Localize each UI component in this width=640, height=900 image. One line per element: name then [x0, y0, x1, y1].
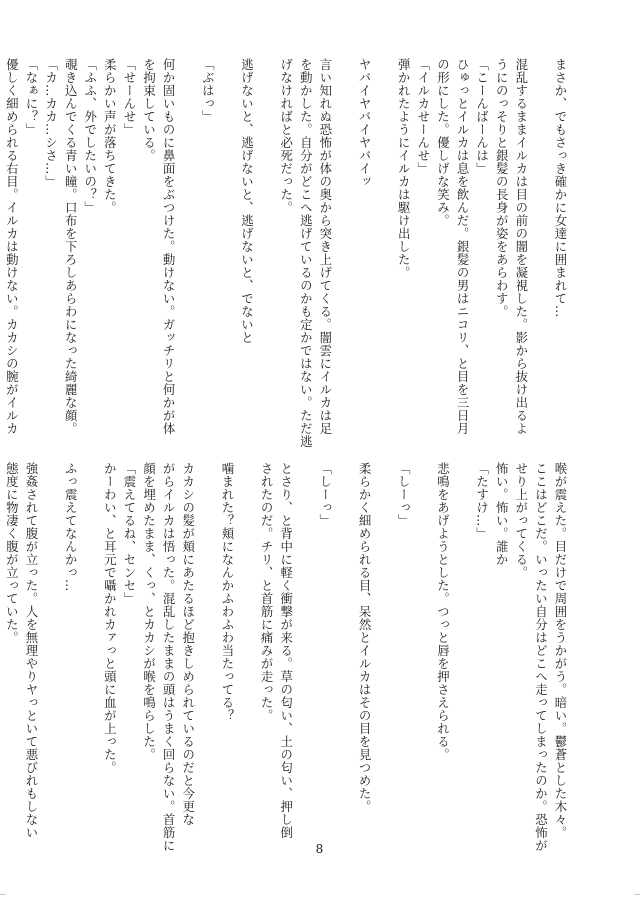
- lower-text-line: 柔らかく細められる目、呆然とイルカはその目を見つめた。: [357, 462, 373, 813]
- upper-text-block: [4, 58, 570, 448]
- lower-text-line: 噛まれた？頬になんかふわふわ当たってる？: [219, 462, 235, 722]
- lower-text-line: かーわい、と耳元で囁かれカァっと頭に血が上った。: [102, 462, 118, 774]
- lower-text-line: [0, 462, 2, 822]
- upper-text-line: 混乱するままイルカは目の前の闇を凝視した。影から抜け出るよ: [513, 58, 529, 435]
- lower-text-line: がらイルカは悟った。混乱したままの頭はうまく回らない。首筋に: [161, 462, 177, 852]
- lower-text-line: [374, 462, 394, 822]
- lower-text-line: 顔を埋めたまま、くっ、とカカシが喉を鳴らした。: [141, 462, 157, 761]
- upper-text-line: [257, 58, 277, 418]
- upper-text-line: 逃げないと、逃げないと、逃げないと、でないと: [239, 58, 255, 344]
- upper-text-line: 「カ…カカ…シさ…」: [43, 58, 59, 188]
- upper-text-line: うにのっそりと銀髪の長身が姿をあらわす。: [494, 58, 510, 318]
- upper-text-line: [178, 58, 198, 418]
- lower-text-line: 「たすけ…」: [474, 462, 490, 540]
- lower-text-line: ふっ震えてなんかっ…: [63, 462, 79, 592]
- lower-text-line: 「しーっ」: [396, 462, 412, 527]
- upper-text-line: ひゅっとイルカは息を飲んだ。銀髪の男はニコリ、と目を三日月: [455, 58, 471, 435]
- upper-text-line: 優しく細められる右目。イルカは動けない。カカシの腕がイルカ: [4, 58, 20, 435]
- lower-text-line: [335, 462, 355, 822]
- lower-text-line: [237, 462, 257, 822]
- lower-text-line: 喉が震えた。目だけで周囲をうかがう。暗い。鬱蒼とした木々。: [553, 462, 568, 839]
- lower-text-line: [452, 462, 472, 822]
- lower-text-line: されたのだ。チリ、と首筋に痛みが走った。: [259, 462, 275, 722]
- upper-text-line: 言い知れぬ恐怖が体の奥から突き上げてくる。闇雲にイルカは足: [317, 58, 333, 435]
- upper-text-line: 何か固いものに鼻面をぶつけた。動けない。ガッチリと何かが体: [161, 58, 177, 435]
- upper-text-line: [531, 58, 551, 418]
- lower-text-line: 「震えてるね、センセ」: [121, 462, 137, 605]
- crop-mark: [634, 894, 640, 895]
- crop-mark: [0, 894, 6, 895]
- lower-text-block: [4, 462, 570, 852]
- lower-text-line: [41, 462, 61, 822]
- lower-text-line: 態度に物凄く腹が立っていた。: [4, 462, 20, 644]
- lower-text-line: ここはどこだ。いったい自分はどこへ走ってしまったのか。恐怖が: [533, 462, 549, 852]
- lower-text-line: 悲鳴をあげようとした。つっと唇を押さえられる。: [435, 462, 451, 761]
- lower-text-line: [296, 462, 316, 822]
- upper-text-line: 弾かれたようにイルカは駆け出した。: [396, 58, 412, 279]
- lower-text-line: とさり、と背中に軽く衝撃が来る。草の匂い、土の匂い、押し倒: [278, 462, 294, 839]
- lower-text-line: [198, 462, 218, 822]
- upper-text-line: 「なぁに？」: [23, 58, 39, 136]
- lower-text-line: せり上がってくる。: [513, 462, 529, 579]
- lower-text-line: 強姦されて腹が立った。人を無理やりヤっといて悪びれもしない: [23, 462, 39, 839]
- lower-text-line: [80, 462, 100, 822]
- upper-text-line: 「ぶはっ」: [200, 58, 216, 123]
- upper-text-line: [0, 58, 2, 418]
- upper-text-line: 「ふふ、外でしたいの？」: [82, 58, 98, 214]
- lower-text-line: 「しーっ」: [317, 462, 333, 527]
- page-number: 8: [315, 842, 325, 856]
- upper-text-line: げなければと必死だった。: [278, 58, 294, 214]
- upper-text-line: 柔らかい声が落ちてきた。: [102, 58, 118, 214]
- upper-text-line: の形にした。優しげな笑み。: [435, 58, 451, 227]
- lower-text-line: カカシの髪が頬にあたるほど抱きしめられているのだと今更な: [180, 462, 196, 826]
- upper-text-line: 「こーんばーんは」: [474, 58, 490, 175]
- lower-text-line: 怖い。怖い。誰か: [494, 462, 510, 566]
- upper-text-line: を拘束している。: [141, 58, 157, 162]
- upper-text-line: 「イルカせーんせ」: [415, 58, 431, 175]
- upper-text-line: [335, 58, 355, 418]
- upper-text-line: 「せーんせ」: [121, 58, 137, 136]
- lower-text-line: [413, 462, 433, 822]
- upper-text-line: 覗き込んでくる青い瞳。口布を下ろしあらわになった綺麗な顔。: [63, 58, 79, 435]
- upper-text-line: まさか、でもさっき確かに女達に囲まれて…: [553, 58, 568, 318]
- upper-text-line: ヤバイヤバイヤバイッ: [357, 58, 373, 188]
- upper-text-line: [374, 58, 394, 418]
- upper-text-line: [217, 58, 237, 418]
- upper-text-line: を動かした。自分がどこへ逃げているのかも定かではない。ただ逃: [298, 58, 314, 448]
